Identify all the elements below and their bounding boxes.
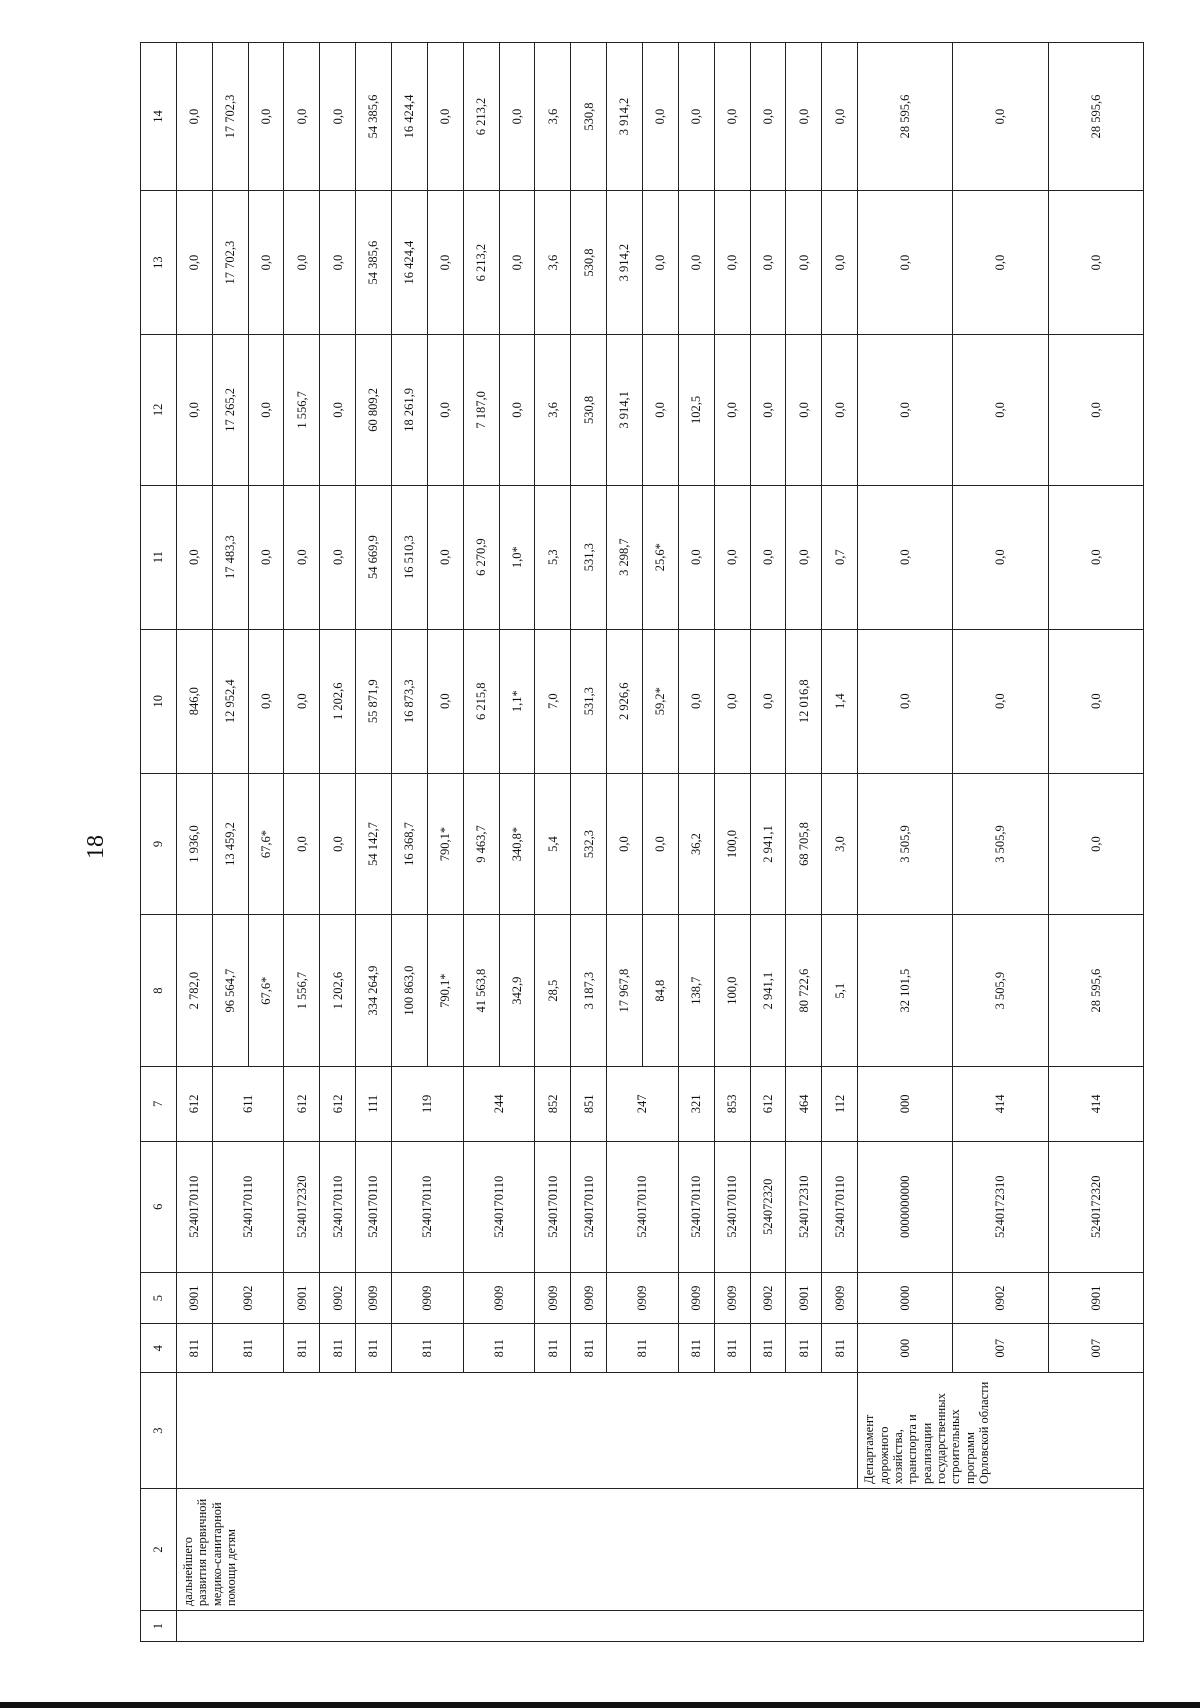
cell-c4: 811 [320,1324,356,1373]
cell-c14: 54 385,6 [356,43,392,191]
cell-c11: 0,0 [750,485,786,629]
column-header: 5 [141,1272,177,1323]
cell-c6: 5240170110 [822,1141,858,1272]
cell-c11: 0,0 [678,485,714,629]
cell-c9: 532,3 [571,773,607,915]
program-description: дальнейшего развития первичной медико-санитарной помощи детям [176,1488,1143,1610]
cell-c5: 0909 [463,1272,535,1323]
cell-c7: 611 [212,1067,284,1142]
cell-c12: 0,0 [714,335,750,486]
cell-c10: 55 871,9 [356,629,392,773]
cell-c8: 1 202,6 [320,915,356,1067]
cell-c10: 2 926,6 [607,629,643,773]
cell-c10: 12 016,8 [786,629,822,773]
cell-c12: 60 809,2 [356,335,392,486]
cell-c12: 0,0 [1048,335,1143,486]
cell-c11: 16 510,3 [392,485,428,629]
cell-c14: 0,0 [427,43,463,191]
column-header: 9 [141,773,177,915]
cell-c7: 851 [571,1067,607,1142]
column-header: 4 [141,1324,177,1373]
cell-c13: 16 424,4 [392,191,428,335]
cell-c13: 0,0 [714,191,750,335]
cell-c10: 0,0 [284,629,320,773]
cell-c8: 342,9 [499,915,535,1067]
cell-c5: 0902 [953,1272,1048,1323]
cell-c10: 0,0 [714,629,750,773]
cell-c14: 6 213,2 [463,43,499,191]
cell-c10: 7,0 [535,629,571,773]
cell-c14: 0,0 [678,43,714,191]
cell-c7: 852 [535,1067,571,1142]
cell-c5: 0000 [858,1272,953,1323]
cell-c7: 247 [607,1067,679,1142]
cell-c7: 119 [392,1067,464,1142]
cell-c14: 16 424,4 [392,43,428,191]
cell-c8: 100 863,0 [392,915,428,1067]
cell-c6: 5240170110 [176,1141,212,1272]
cell-c12: 0,0 [176,335,212,486]
cell-c8: 3 505,9 [953,915,1048,1067]
cell-c11: 6 270,9 [463,485,499,629]
cell-c10: 0,0 [750,629,786,773]
cell-c5: 0902 [320,1272,356,1323]
cell-c5: 0901 [284,1272,320,1323]
cell-c11: 0,0 [320,485,356,629]
cell-c4: 811 [822,1324,858,1373]
cell-c13: 0,0 [320,191,356,335]
cell-c9: 100,0 [714,773,750,915]
cell-c11: 17 483,3 [212,485,248,629]
cell-c7: 414 [953,1067,1048,1142]
cell-c7: 853 [714,1067,750,1142]
cell-c9: 1 936,0 [176,773,212,915]
cell-c10: 1,1* [499,629,535,773]
cell-c4: 811 [392,1324,464,1373]
cell-c12: 0,0 [427,335,463,486]
cell-c14: 28 595,6 [858,43,953,191]
cell-c5: 0901 [176,1272,212,1323]
cell-c14: 28 595,6 [1048,43,1143,191]
cell-c7: 000 [858,1067,953,1142]
cell-c5: 0909 [822,1272,858,1323]
cell-c14: 17 702,3 [212,43,248,191]
cell-c14: 0,0 [750,43,786,191]
cell-c6: 5240170110 [356,1141,392,1272]
cell-c10: 0,0 [427,629,463,773]
cell-c8: 96 564,7 [212,915,248,1067]
cell-c8: 138,7 [678,915,714,1067]
cell-c12: 102,5 [678,335,714,486]
cell-c11: 0,0 [427,485,463,629]
budget-table-area [140,42,1144,1642]
column-header: 3 [141,1373,177,1489]
cell-c4: 811 [356,1324,392,1373]
cell-c9: 0,0 [284,773,320,915]
cell-c14: 0,0 [499,43,535,191]
column-header: 13 [141,191,177,335]
cell-c12: 0,0 [248,335,284,486]
cell-c4: 007 [1048,1324,1143,1373]
cell-c12: 0,0 [858,335,953,486]
cell-c8: 67,6* [248,915,284,1067]
cell-c10: 846,0 [176,629,212,773]
cell-c8: 1 556,7 [284,915,320,1067]
cell-c9: 0,0 [643,773,679,915]
cell-c8: 32 101,5 [858,915,953,1067]
cell-c9: 54 142,7 [356,773,392,915]
cell-c6: 5240170110 [212,1141,284,1272]
cell-c7: 612 [284,1067,320,1142]
cell-c9: 36,2 [678,773,714,915]
cell-c4: 811 [212,1324,284,1373]
cell-c11: 0,0 [786,485,822,629]
cell-c9: 0,0 [607,773,643,915]
cell-c4: 811 [176,1324,212,1373]
cell-c11: 54 669,9 [356,485,392,629]
cell-c14: 0,0 [248,43,284,191]
cell-c9: 68 705,8 [786,773,822,915]
cell-c14: 0,0 [643,43,679,191]
cell-c13: 0,0 [427,191,463,335]
cell-c11: 0,0 [284,485,320,629]
cell-c12: 0,0 [750,335,786,486]
cell-col1 [176,1611,1143,1642]
cell-c9: 16 368,7 [392,773,428,915]
cell-c8: 84,8 [643,915,679,1067]
cell-c7: 612 [750,1067,786,1142]
cell-c9: 0,0 [1048,773,1143,915]
cell-c8: 28 595,6 [1048,915,1143,1067]
cell-c8: 28,5 [535,915,571,1067]
cell-c11: 531,3 [571,485,607,629]
cell-c13: 0,0 [643,191,679,335]
cell-c13: 0,0 [248,191,284,335]
cell-c4: 811 [714,1324,750,1373]
cell-c11: 0,0 [176,485,212,629]
cell-c12: 1 556,7 [284,335,320,486]
cell-c5: 0909 [535,1272,571,1323]
column-header: 11 [141,485,177,629]
cell-c4: 811 [607,1324,679,1373]
cell-c4: 811 [284,1324,320,1373]
cell-c6: 5240170110 [571,1141,607,1272]
cell-c14: 0,0 [176,43,212,191]
cell-c12: 0,0 [320,335,356,486]
cell-c12: 0,0 [953,335,1048,486]
cell-c11: 0,7 [822,485,858,629]
cell-c4: 000 [858,1324,953,1373]
cell-c5: 0901 [1048,1272,1143,1323]
cell-c14: 0,0 [822,43,858,191]
cell-c11: 0,0 [714,485,750,629]
table-row [858,43,953,1642]
cell-c5: 0909 [571,1272,607,1323]
cell-c14: 0,0 [320,43,356,191]
cell-c12: 3,6 [535,335,571,486]
cell-c11: 0,0 [248,485,284,629]
cell-c7: 244 [463,1067,535,1142]
cell-c11: 3 298,7 [607,485,643,629]
cell-c14: 3 914,2 [607,43,643,191]
cell-c9: 9 463,7 [463,773,499,915]
column-header: 2 [141,1488,177,1610]
cell-c8: 41 563,8 [463,915,499,1067]
cell-c8: 2 782,0 [176,915,212,1067]
cell-c4: 811 [535,1324,571,1373]
column-header: 10 [141,629,177,773]
cell-c6: 5240170110 [320,1141,356,1272]
cell-c10: 0,0 [953,629,1048,773]
cell-c5: 0901 [786,1272,822,1323]
cell-c13: 0,0 [284,191,320,335]
cell-c8: 5,1 [822,915,858,1067]
cell-c8: 790,1* [427,915,463,1067]
cell-c10: 1,4 [822,629,858,773]
cell-c6: 5240172310 [786,1141,822,1272]
cell-c7: 111 [356,1067,392,1142]
cell-c9: 67,6* [248,773,284,915]
cell-c12: 17 265,2 [212,335,248,486]
cell-c12: 0,0 [643,335,679,486]
cell-c12: 0,0 [786,335,822,486]
cell-c13: 3,6 [535,191,571,335]
cell-c14: 0,0 [786,43,822,191]
cell-c7: 414 [1048,1067,1143,1142]
cell-c4: 811 [678,1324,714,1373]
cell-c5: 0909 [714,1272,750,1323]
cell-c13: 530,8 [571,191,607,335]
cell-c13: 0,0 [750,191,786,335]
cell-c10: 1 202,6 [320,629,356,773]
cell-c14: 3,6 [535,43,571,191]
cell-c9: 3,0 [822,773,858,915]
cell-c13: 0,0 [786,191,822,335]
cell-c14: 0,0 [714,43,750,191]
cell-c9: 3 505,9 [858,773,953,915]
cell-c10: 16 873,3 [392,629,428,773]
cell-c8: 334 264,9 [356,915,392,1067]
cell-c10: 12 952,4 [212,629,248,773]
cell-c13: 6 213,2 [463,191,499,335]
cell-c9: 13 459,2 [212,773,248,915]
cell-c5: 0902 [750,1272,786,1323]
cell-c13: 0,0 [858,191,953,335]
cell-c8: 80 722,6 [786,915,822,1067]
cell-c10: 0,0 [1048,629,1143,773]
cell-c5: 0909 [356,1272,392,1323]
cell-c10: 531,3 [571,629,607,773]
cell-c10: 59,2* [643,629,679,773]
scan-bottom-edge [0,1702,1200,1708]
cell-c9: 3 505,9 [953,773,1048,915]
cell-c7: 612 [320,1067,356,1142]
cell-c13: 0,0 [499,191,535,335]
cell-c4: 811 [750,1324,786,1373]
cell-c12: 3 914,1 [607,335,643,486]
cell-c9: 5,4 [535,773,571,915]
cell-c7: 612 [176,1067,212,1142]
cell-c6: 5240172320 [284,1141,320,1272]
cell-c6: 5240170110 [535,1141,571,1272]
cell-c12: 0,0 [822,335,858,486]
cell-c12: 530,8 [571,335,607,486]
column-header: 6 [141,1141,177,1272]
cell-c5: 0909 [607,1272,679,1323]
department-name: Департамент дорожного хозяйства, транспорта и реализации государственных строительных программ Орловской области [858,1373,1144,1489]
cell-c6: 5240170110 [714,1141,750,1272]
cell-c12: 0,0 [499,335,535,486]
cell-c6: 5240170110 [392,1141,464,1272]
cell-c14: 0,0 [284,43,320,191]
cell-c8: 3 187,3 [571,915,607,1067]
cell-c9: 340,8* [499,773,535,915]
cell-c9: 2 941,1 [750,773,786,915]
cell-c10: 6 215,8 [463,629,499,773]
cell-c13: 17 702,3 [212,191,248,335]
cell-c4: 007 [953,1324,1048,1373]
cell-c6: 5240172310 [953,1141,1048,1272]
cell-c6: 5240172320 [1048,1141,1143,1272]
cell-c13: 3 914,2 [607,191,643,335]
cell-c12: 7 187,0 [463,335,499,486]
cell-c8: 2 941,1 [750,915,786,1067]
column-header: 8 [141,915,177,1067]
cell-c8: 100,0 [714,915,750,1067]
cell-c10: 0,0 [858,629,953,773]
header-row [141,43,177,1642]
cell-c6: 5240170110 [678,1141,714,1272]
cell-c13: 0,0 [953,191,1048,335]
cell-c13: 0,0 [678,191,714,335]
cell-c6: 5240170110 [463,1141,535,1272]
table-row [176,43,212,1642]
cell-c5: 0909 [678,1272,714,1323]
cell-c10: 0,0 [248,629,284,773]
cell-c11: 1,0* [499,485,535,629]
cell-c14: 0,0 [953,43,1048,191]
cell-c5: 0902 [212,1272,284,1323]
cell-c9: 0,0 [320,773,356,915]
column-header: 7 [141,1067,177,1142]
cell-c11: 0,0 [1048,485,1143,629]
cell-c6: 5240170110 [607,1141,679,1272]
cell-c10: 0,0 [678,629,714,773]
cell-c4: 811 [463,1324,535,1373]
cell-c13: 0,0 [176,191,212,335]
column-header: 14 [141,43,177,191]
cell-c11: 25,6* [643,485,679,629]
column-header: 12 [141,335,177,486]
cell-c11: 5,3 [535,485,571,629]
cell-c6: 0000000000 [858,1141,953,1272]
cell-c7: 321 [678,1067,714,1142]
cell-c5: 0909 [392,1272,464,1323]
cell-c9: 790,1* [427,773,463,915]
cell-c8: 17 967,8 [607,915,643,1067]
budget-table [140,42,1144,1642]
cell-col3-blank [176,1373,857,1489]
column-header: 1 [141,1611,177,1642]
cell-c11: 0,0 [953,485,1048,629]
cell-c7: 112 [822,1067,858,1142]
cell-c6: 524072320 [750,1141,786,1272]
cell-c14: 530,8 [571,43,607,191]
cell-c4: 811 [786,1324,822,1373]
cell-c11: 0,0 [858,485,953,629]
cell-c7: 464 [786,1067,822,1142]
cell-c4: 811 [571,1324,607,1373]
cell-c13: 0,0 [822,191,858,335]
cell-c12: 18 261,9 [392,335,428,486]
page-number: 18 [83,835,109,859]
cell-c13: 54 385,6 [356,191,392,335]
cell-c13: 0,0 [1048,191,1143,335]
